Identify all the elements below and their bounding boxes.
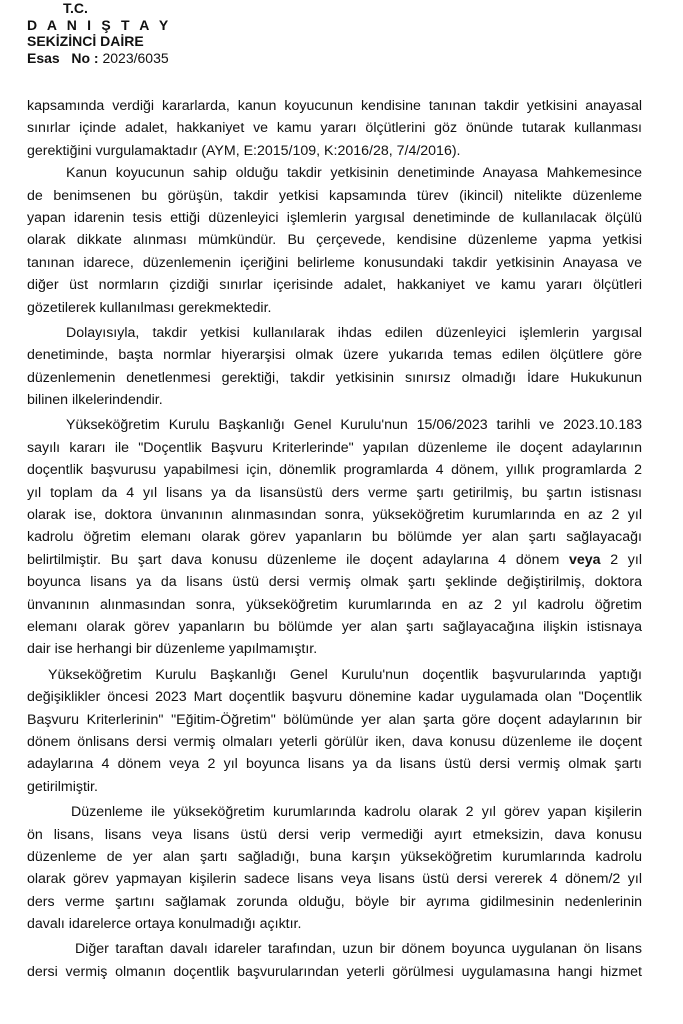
text-line: kapsamında verdiği kararlarda, kanun koyucunun kendisine tanınan takdir yetkisini anayasal	[27, 98, 642, 114]
text-line: doçentlik başvurusu yapabilmesi için, dönemlik programlarda 4 dönem, yıllık programlarda 2	[27, 462, 642, 479]
text-line: Yükseköğretim Kurulu Başkanlığı Genel Kurulu'nun 15/06/2023 tarihli ve 2023.10.183	[66, 417, 642, 434]
text-line: diğer üst normların çizdiği sınırlar içerisinde adalet, hakkaniyet ve kamu yararı ölçütleri	[27, 277, 642, 294]
text-line: Dolayısıyla, takdir yetkisi kullanılarak ihdas edilen düzenleyici işlemlerin yargısal	[66, 324, 642, 341]
text-line: olarak ise, doktora ünvanının alınmasından sonra, yükseköğretim kurumlarında en az 2 yıl	[27, 507, 642, 524]
emphasized-word: veya	[568, 551, 601, 568]
text-line: yıl toplam da 4 yıl lisans ya da lisansüstü ders verme şartı getirilmiş, bu şartın istisnası	[27, 484, 642, 501]
case-number-label: Esas No :	[27, 49, 99, 66]
paragraph	[27, 664, 642, 798]
text-line: ön lisans, lisans veya lisans üstü dersi verip vermediği ayırt etmeksizin, dava konusu	[27, 826, 642, 843]
text-line: bilinen ilkelerindendir.	[27, 392, 163, 409]
text-line: düzenlemenin denetlenmesi gerektiği, takdir yetkisinin sınırsız olmadığı İdare Hukukunun	[27, 369, 642, 386]
text-line: de benimsenen bu görüşün, takdir yetkisi kapsamında türev (ikincil) nitelikte düzenleme	[27, 187, 642, 204]
document-header	[27, 0, 171, 66]
text-line: dair ise herhangi bir düzenleme yapılmamıştır.	[27, 641, 318, 658]
text-line: olarak dikkate alınması mümkündür. Bu çerçevede, kendisine düzenleme yapma yetkisi	[27, 232, 642, 249]
case-number	[27, 50, 171, 67]
paragraph	[27, 162, 642, 319]
text-segment: 2 yıl	[600, 551, 642, 568]
text-line: olarak görev yapmayan kişilerin sadece lisans veya lisans üstü dersi vererek 4 dönem/2 yıl	[27, 871, 642, 888]
court-name: D A N I Ş T A Y	[27, 16, 172, 33]
text-line: Başvuru Kriterlerinin" "Eğitim-Öğretim" bölümünde yer alan şarta göre doçent adaylarının bir	[27, 711, 642, 728]
chamber-name: SEKİZİNCİ DAİRE	[27, 33, 144, 49]
text-line: denetiminde, başta normlar hiyerarşisi olmak üzere yukarıda temas edilen ölçütlere göre	[27, 347, 642, 364]
text-line: düzenleme de yer alan şartı sağladığı, buna karşın yükseköğretim kurumlarında kadrolu	[27, 848, 642, 865]
text-line: Düzenleme ile yükseköğretim kurumlarında kadrolu olarak 2 yıl görev yapan kişilerin	[71, 804, 642, 821]
text-line: ünvanının alınmasından sonra, yükseköğretim kurumlarında en az 2 yıl kadrolu öğretim	[27, 596, 642, 613]
text-line: Yükseköğretim Kurulu Başkanlığı Genel Kurulu'nun doçentlik başvurularında yaptığı	[48, 666, 642, 683]
text-line: tanınan idarece, düzenlemenin içeriğini belirleme konusundaki takdir yetkisinin Anayasa ve	[27, 254, 642, 271]
text-line: Kanun koyucunun sahip olduğu takdir yetkisinin denetiminde Anayasa Mahkemesince	[66, 165, 642, 182]
text-line: davalı idarelerce ortaya konulmadığı açıktır.	[27, 916, 302, 933]
paragraph	[27, 414, 642, 660]
text-line: ders verme şartını sağlamak zorunda olduğu, böyle bir ayrıma gidilmesinin nedenlerinin	[27, 893, 642, 910]
text-line: kadrolu öğretim elemanı olarak görev yapanların bu bölümde yer alan şartı sağlayacağı	[27, 529, 642, 546]
text-line: dersi vermiş olmanın doçentlik başvurularından yeterli görülmesi uygulamasına hangi hizmet	[27, 963, 642, 980]
text-line: boyunca lisans ya da lisans üstü dersi vermiş olmak şartı şeklinde değiştirilmiş, doktora	[27, 574, 642, 591]
text-line: getirilmiştir.	[27, 778, 98, 795]
paragraph	[27, 938, 642, 983]
republic-abbreviation: T.C.	[63, 0, 88, 16]
text-line: adaylarına 4 dönem veya 2 yıl boyunca lisans ya da lisans üstü dersi vermiş olmak şartı	[27, 756, 642, 773]
text-line: yapan idarenin tesis ettiği düzenleyici işlemlerin yargısal denetiminde de kullanılacak ölçülü	[27, 209, 642, 226]
paragraph	[27, 801, 642, 935]
paragraph	[27, 322, 642, 412]
text-line	[27, 549, 642, 571]
document-body	[27, 95, 642, 983]
text-line: gerektiğini vurgulamaktadır (AYM, E:2015/109, K:2016/28, 7/4/2016).	[27, 142, 461, 159]
text-line: Diğer taraftan davalı idareler tarafından, uzun bir dönem boyunca uygulanan ön lisans	[75, 941, 642, 958]
text-line: sınırlar içinde adalet, hakkaniyet ve kamu yararı ölçütlerini göz önünde tutarak kullanması	[27, 120, 642, 137]
case-number-value: 2023/6035	[102, 49, 169, 66]
text-line: gözetilerek kullanılması gerekmektedir.	[27, 299, 272, 316]
text-line: sayılı kararı ile "Doçentlik Başvuru Kriterlerinde" yapılan düzenleme ile doçent adaylarının	[27, 439, 642, 456]
text-line: dönem önlisans dersi vermiş olmaları yeterli görülür iken, dava konusu düzenleme ile doçent	[27, 733, 642, 750]
text-line: değişiklikler öncesi 2023 Mart doçentlik başvuru dönemine kadar uygulamada olan "Doçentlik	[27, 689, 642, 706]
text-segment: belirtilmiştir. Bu şart dava konusu düzenleme ile doçent adaylarına 4 dönem	[27, 551, 569, 568]
paragraph	[27, 95, 642, 162]
text-line: elemanı olarak görev yapanların bu bölümde yer alan şartı sağlayacağına ilişkin istisnaya	[27, 618, 642, 635]
